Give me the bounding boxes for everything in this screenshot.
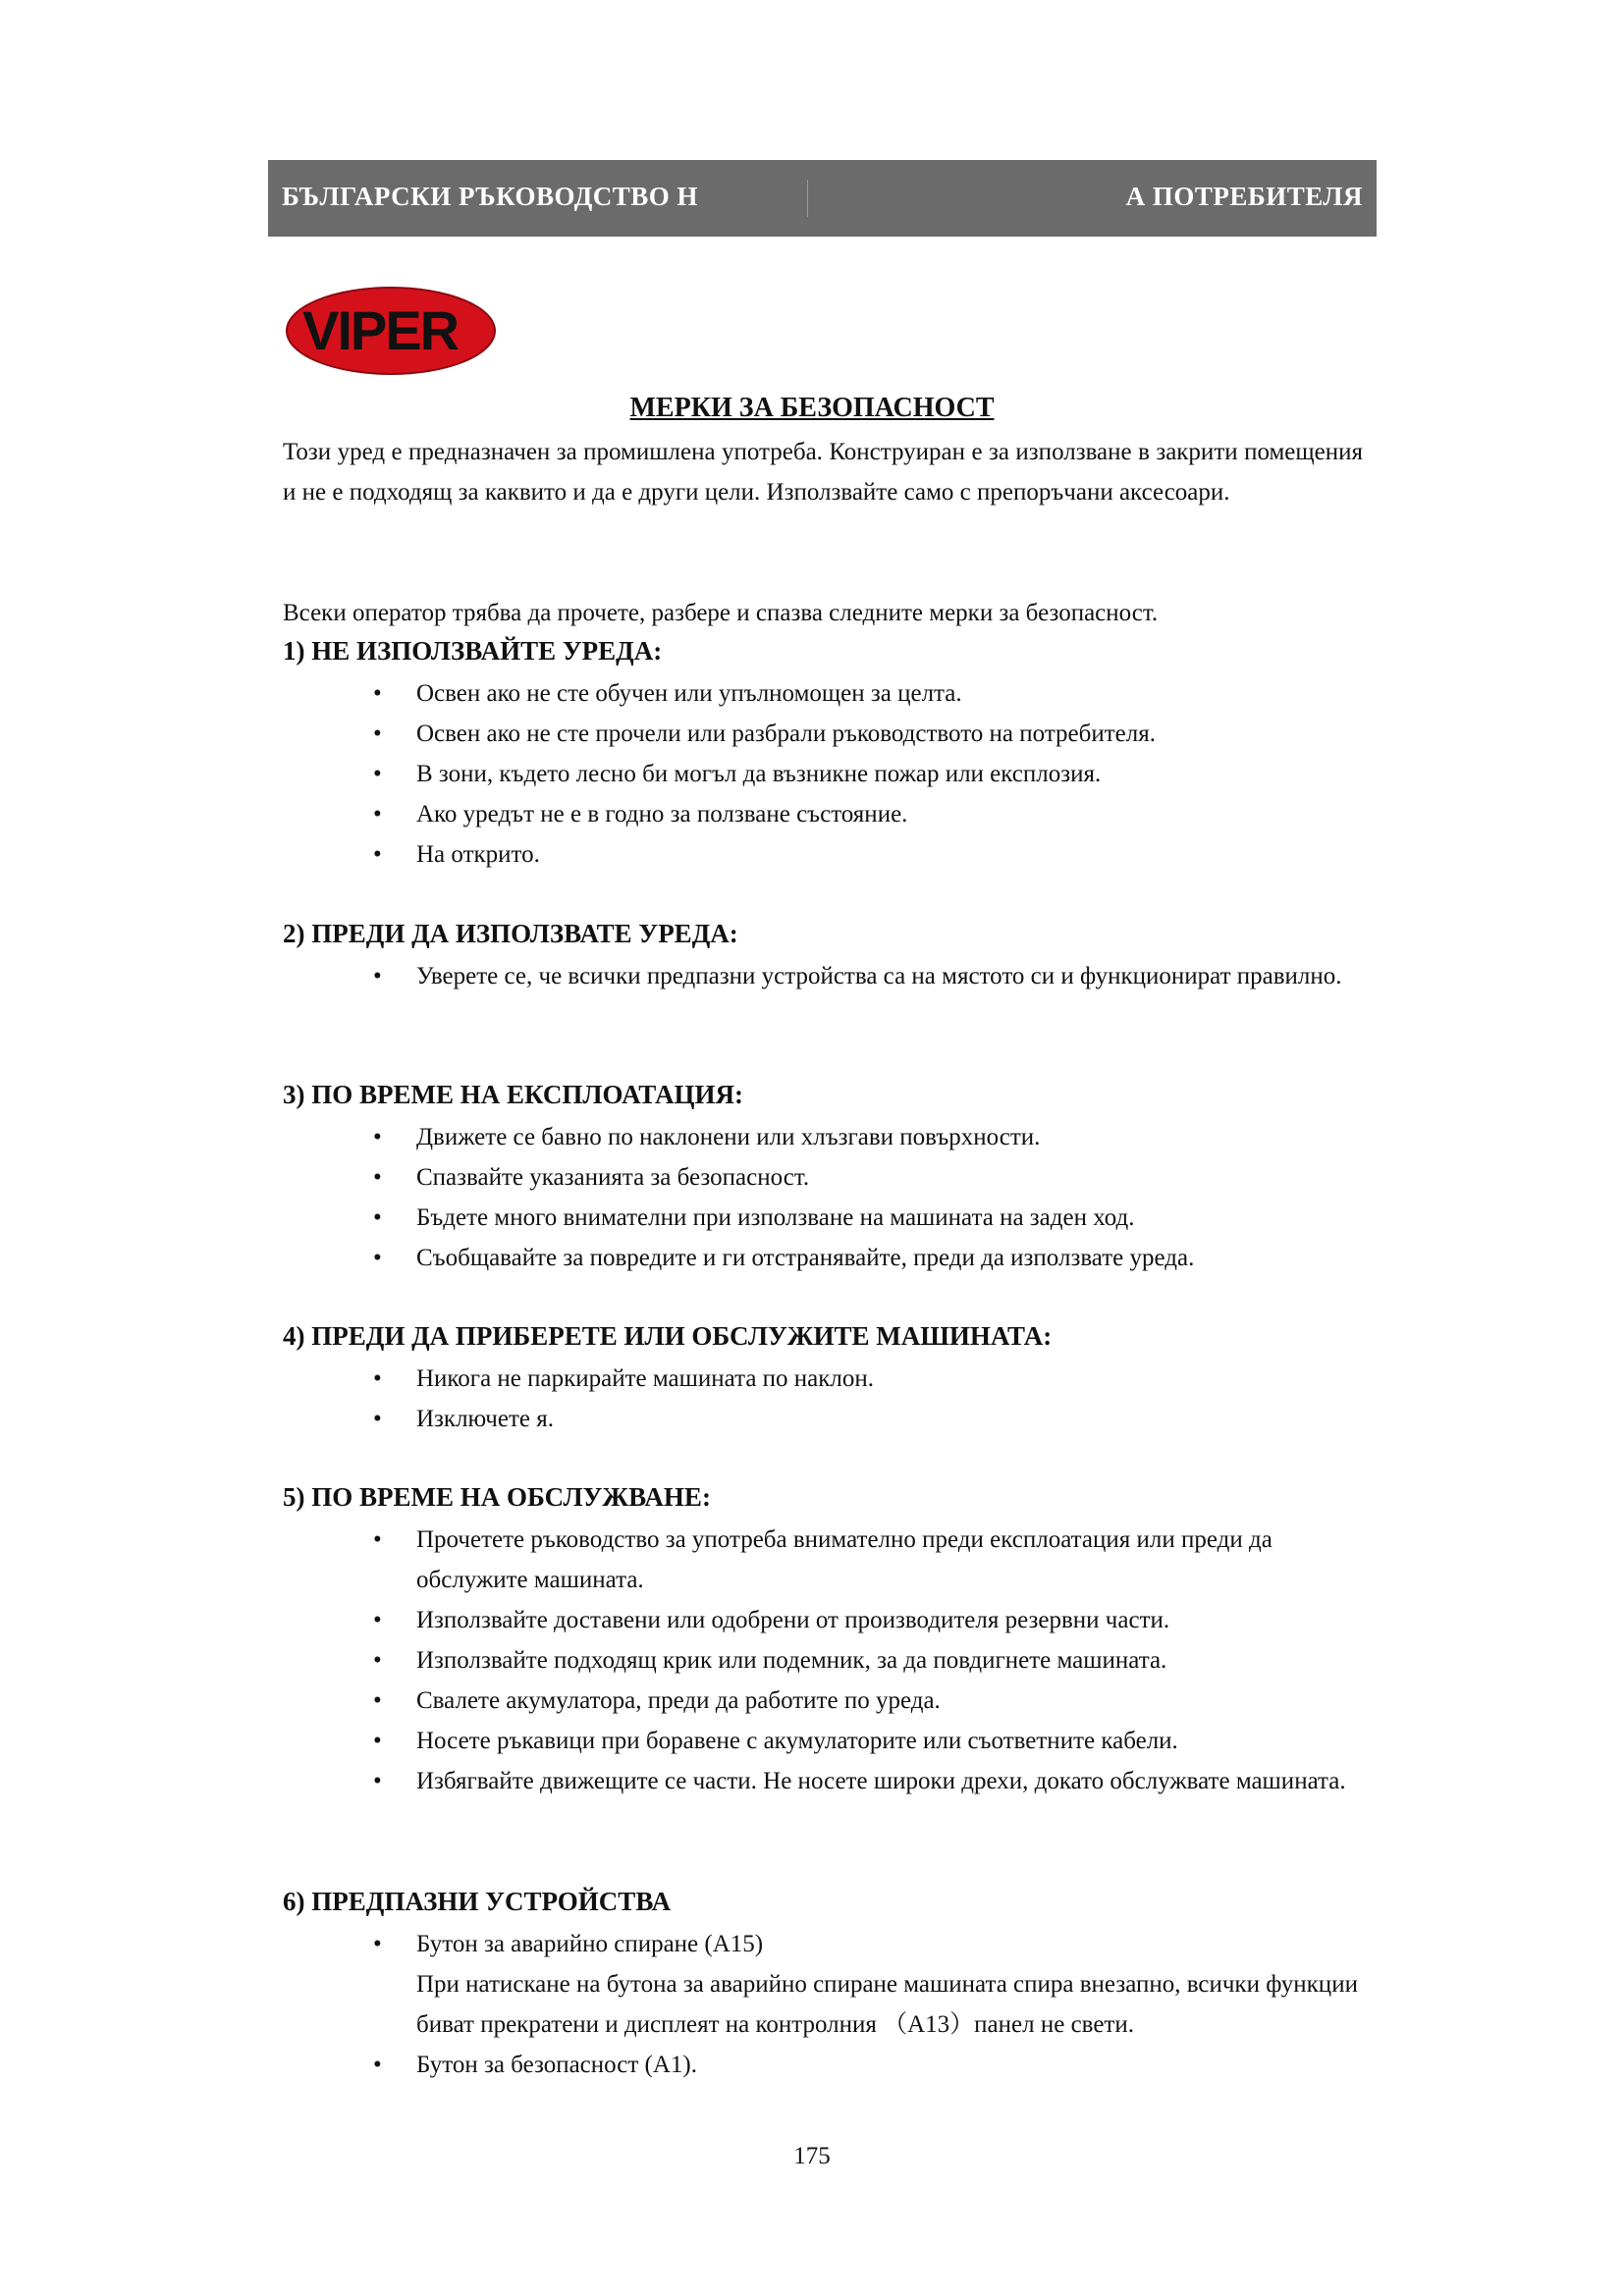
logo-text: VIPER bbox=[302, 299, 459, 361]
viper-logo bbox=[285, 285, 548, 375]
section-3-list bbox=[373, 1117, 1365, 1278]
section-5-list bbox=[373, 1520, 1365, 1801]
section-1-list bbox=[373, 673, 1365, 875]
emergency-stop-note: При натискане на бутона за аварийно спиране машината спира внезапно, всички функции биват прекратени и дисплеят на контролния （A13）панел не свети. bbox=[416, 1971, 1358, 2038]
list-item: • Бутон за безопасност (A1). bbox=[373, 2045, 1365, 2085]
list-item: • Избягвайте движещите се части. Не носете широки дрехи, докато обслужвате машината. bbox=[373, 1761, 1365, 1801]
list-item: • Съобщавайте за повредите и ги отстранявайте, преди да използвате уреда. bbox=[373, 1238, 1365, 1278]
document-title: МЕРКИ ЗА БЕЗОПАСНОСТ bbox=[629, 393, 995, 423]
list-item: • Движете се бавно по наклонени или хлъзгави повърхности. bbox=[373, 1117, 1365, 1157]
list-item bbox=[373, 1924, 1365, 2045]
list-item-text: Бутон за аварийно спиране (A15) bbox=[416, 1931, 764, 1957]
header-left-text: БЪЛГАРСКИ РЪКОВОДСТВО Н bbox=[282, 182, 699, 211]
list-item: • Прочетете ръководство за употреба внимателно преди експлоатация или преди да обслужите машината. bbox=[373, 1520, 1365, 1600]
header-divider bbox=[807, 180, 808, 217]
list-item: • Изключете я. bbox=[373, 1399, 1365, 1439]
section-6-list bbox=[373, 1924, 1365, 2085]
section-5-heading: 5) ПО ВРЕМЕ НА ОБСЛУЖВАНЕ: bbox=[283, 1482, 711, 1512]
section-2-list bbox=[373, 956, 1365, 996]
list-item: • На открито. bbox=[373, 834, 1365, 875]
list-item: • Спазвайте указанията за безопасност. bbox=[373, 1157, 1365, 1198]
section-1-heading: 1) НЕ ИЗПОЛЗВАЙТЕ УРЕДА: bbox=[283, 636, 663, 666]
section-2-heading: 2) ПРЕДИ ДА ИЗПОЛЗВАТЕ УРЕДА: bbox=[283, 919, 738, 948]
section-6-heading: 6) ПРЕДПАЗНИ УСТРОЙСТВА bbox=[283, 1887, 672, 1916]
section-4-list bbox=[373, 1359, 1365, 1439]
list-item: • Освен ако не сте прочели или разбрали ръководството на потребителя. bbox=[373, 714, 1365, 754]
list-item: • Използвайте подходящ крик или подемник, за да повдигнете машината. bbox=[373, 1640, 1365, 1681]
intro-paragraph-2: Всеки оператор трябва да прочете, разбере и спазва следните мерки за безопасност. bbox=[283, 600, 1159, 626]
list-item: • Свалете акумулатора, преди да работите по уреда. bbox=[373, 1681, 1365, 1721]
section-3-heading: 3) ПО ВРЕМЕ НА ЕКСПЛОАТАЦИЯ: bbox=[283, 1080, 743, 1109]
list-item: • Бъдете много внимателни при използване на машината на заден ход. bbox=[373, 1198, 1365, 1238]
intro-paragraph: Този уред е предназначен за промишлена употреба. Конструиран е за използване в закрити помещения и не е подходящ за каквито и да е други цели. Използвайте само с препоръчани аксесоари. bbox=[283, 439, 1363, 506]
list-item: • Уверете се, че всички предпазни устройства са на мястото си и функционират правилно. bbox=[373, 956, 1365, 996]
list-item: • Ако уредът не е в годно за ползване състояние. bbox=[373, 794, 1365, 834]
list-item: • Носете ръкавици при боравене с акумулаторите или съответните кабели. bbox=[373, 1721, 1365, 1761]
section-4-heading: 4) ПРЕДИ ДА ПРИБЕРЕТЕ ИЛИ ОБСЛУЖИТЕ МАШИНАТА: bbox=[283, 1321, 1053, 1351]
header-right-text: А ПОТРЕБИТЕЛЯ bbox=[1125, 182, 1363, 211]
list-item: • Освен ако не сте обучен или упълномощен за целта. bbox=[373, 673, 1365, 714]
list-item: • Използвайте доставени или одобрени от производителя резервни части. bbox=[373, 1600, 1365, 1640]
page-number: 175 bbox=[793, 2143, 831, 2169]
list-item: • Никога не паркирайте машината по наклон. bbox=[373, 1359, 1365, 1399]
page-header bbox=[268, 160, 1377, 237]
list-item: • В зони, където лесно би могъл да възникне пожар или експлозия. bbox=[373, 754, 1365, 794]
